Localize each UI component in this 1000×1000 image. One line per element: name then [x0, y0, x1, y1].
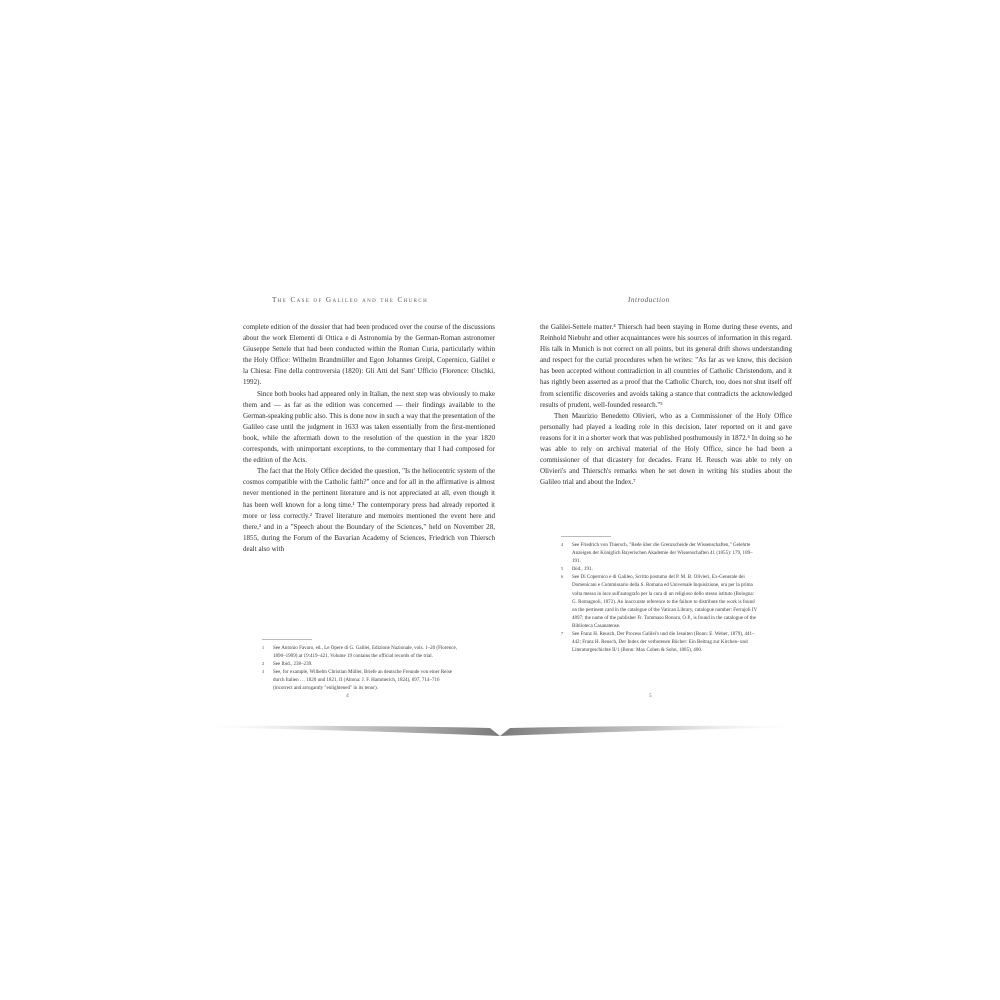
footnote-text: See, for example, Wilhelm Christian Müller, Briefe an deutsche Freunde von einer Reise durch Italien … 1820 und 1821, II (Altona: J. F. Hammerich, 1824), 697, 714–716 (incorrect and arrogantly "enlightened" in its tenor).: [273, 669, 453, 692]
footnote-rule-left: [262, 639, 312, 640]
footnote-text: See Ibid., 238–239.: [273, 661, 313, 668]
left-page-body: [243, 322, 495, 555]
paragraph: The fact that the Holy Office decided the question, "Is the heliocentric system of the cosmos compatible with the Catholic faith?" once and for all in the affirmative is almost never mentioned in the pertinent literature and is not appreciated at all, even though it has been well known for a long time.¹ The contemporary press had already reported it more or less correctly.² Travel literature and memoirs mentioned the event here and there,³ and in a "Speech about the Boundary of the Sciences," held on November 28, 1855, during the Forum of the Bavarian Academy of Sciences, Friedrich von Thiersch dealt also with: [243, 467, 495, 553]
footnote-number: 6: [561, 574, 564, 580]
footnote-number: 1: [262, 645, 265, 650]
footnote: [262, 668, 460, 692]
page-number-right: 5: [649, 693, 652, 699]
footnote-text: See Franz H. Reusch, Der Process Galilei's und die Jesuiten (Bonn: E. Weber, 1879), 441–442; Franz H. Reusch, Der Index der verbotenen Bücher: Ein Beitrag zur Kirchen- und Literaturgeschichte II/1 (Bonn: Max Cohen & Sohn, 1885), 400.: [572, 631, 755, 654]
footnote-text: See Antonio Favaro, ed., Le Opere di G. Galilei, Edizione Nazionale, vols. 1–20 (Florence, 1890–1909) at 19:419–421. Volume 19 contains the official records of the trial.: [273, 645, 458, 660]
book-page-shadow: [190, 722, 810, 742]
footnote-number: 5: [561, 566, 564, 572]
right-page-edge-shadow: [500, 726, 810, 736]
left-page-footnotes: [262, 644, 460, 693]
footnote-number: 7: [561, 631, 564, 637]
running-head-right: Introduction: [628, 296, 670, 304]
footnote-number: 3: [262, 669, 265, 675]
paragraph: Since both books had appeared only in Italian, the next step was obviously to make them and — as far as the edition was concerned — their findings available to the German-speaking public also. This is done now in such a way that the presentation of the Galileo case until the judgment in 1633 was taken essentially from the first-mentioned book, while the aftermath down to the resolution of the question in the year 1820 corresponds, with unimportant exceptions, to the commentary that I had composed for the edition of the Acts.: [243, 389, 495, 465]
footnote-rule-right: [561, 536, 611, 537]
footnote-number: 2: [262, 661, 265, 667]
right-page-body: [540, 322, 792, 488]
right-page-footnotes: [561, 541, 759, 654]
footnote: [262, 644, 460, 660]
paragraph: the Galilei-Settele matter.⁴ Thiersch had been staying in Rome during these events, and Reinhold Niebuhr and other acquaintances were his sources of information in this regard. His talk in Munich is not correct on all points, but its general drift shows understanding and respect for the curial procedures when he writes: "As far as we know, this decision has been accepted without contradiction in all countries of Catholic Christendom, and it has rightly been asserted as a proof that the Catholic Church, too, does not shut itself off from scientific discoveries and avoids taking a stance that contradicts the acknowledged results of prudent, well-founded research."⁵: [540, 323, 792, 409]
left-page-edge-shadow: [190, 726, 500, 736]
footnote: [561, 541, 759, 565]
footnote-text: See Di Copernico e di Galileo, Scritto postumo del P. M. B. Olivieri, Ex-Generale dei Domenicani e Commissario della S. Romana ed Universale Inquisizione, ora per la prima volta messo in luce sull'autografo per la cura di un religioso dello stesso istituto (Bologna: G. Romagnoli, 1872). An inaccurate reference to the failure to distribute the work is found on the pertinent card in the catalogue of the Vatican Library, catalogue number: Ferrajoli IV 4897; the name of the publisher Fr. Tommaso Bonora, O.P., is found in the catalogue of the Biblioteca Casanatense.: [572, 574, 758, 629]
footnote-text: Ibid., 191.: [572, 566, 593, 573]
running-head-left: The Case of Galileo and the Church: [272, 296, 429, 304]
footnote: [561, 565, 759, 573]
page-number-left: 4: [346, 693, 349, 699]
footnote: [561, 630, 759, 654]
footnote-number: 4: [561, 542, 564, 547]
footnote-text: See Friedrich von Thiersch, "Rede über die Grenzscheide der Wissenschaften," Gelehrte Anzeigen der Königlich Bayerischen Akademie der Wissenschaften 41 (1855): 179, 189–191.: [572, 542, 753, 565]
paragraph: complete edition of the dossier that had been produced over the course of the discussions about the work Elementi di Ottica e di Astronomia by the German-Roman astronomer Giuseppe Settele that had been conducted within the Roman Curia, particularly within the Holy Office: Wilhelm Brandmüller and Egon Johannes Greipl, Copernico, Galilei e la Chiesa: Fine della controversia (1820): Gli Atti del Sant' Ufficio (Florence: Olschki, 1992).: [243, 323, 495, 387]
footnote: [561, 573, 759, 630]
paragraph: Then Maurizio Benedetto Olivieri, who as a Commissioner of the Holy Office personally had played a leading role in this decision, later reported on it and gave reasons for it in a shorter work that was published posthumously in 1872.⁶ In doing so he was able to rely on archival material of the Holy Office, since he had been a commissioner of that dicastery for decades. Franz H. Reusch was able to rely on Olivieri's and Thiersch's remarks when he set down in writing his studies about the Galileo trial and about the Index.⁷: [540, 411, 792, 487]
footnote: [262, 660, 460, 668]
